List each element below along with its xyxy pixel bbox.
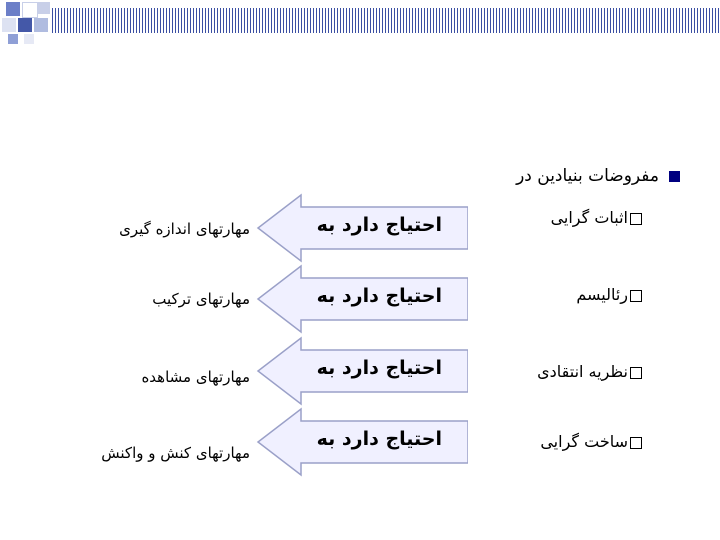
decor-square	[2, 18, 16, 32]
skill-label: مهارتهای ترکیب	[152, 290, 250, 308]
list-item	[576, 285, 642, 304]
decor-square	[22, 2, 38, 18]
list-item	[540, 432, 642, 451]
skill-label: مهارتهای کنش و واکنش	[101, 444, 250, 462]
slide-heading	[516, 166, 680, 186]
decor-square	[38, 2, 50, 14]
decor-square	[8, 34, 18, 44]
list-item-label: ساخت گرایی	[540, 432, 628, 451]
square-bullet-icon	[669, 171, 680, 182]
list-item-label: اثبات گرایی	[550, 208, 628, 227]
checkbox-icon	[630, 367, 642, 379]
decor-square	[34, 18, 48, 32]
skill-label: مهارتهای مشاهده	[141, 368, 250, 386]
arrow-label: احتیاج دارد به	[316, 357, 442, 379]
checkbox-icon	[630, 290, 642, 302]
checkbox-icon	[630, 213, 642, 225]
slide-decoration	[0, 0, 720, 40]
decor-square	[24, 34, 34, 44]
skill-label: مهارتهای اندازه گیری	[119, 220, 250, 238]
decor-square	[6, 2, 20, 16]
checkbox-icon	[630, 437, 642, 449]
list-item-label: رئالیسم	[576, 285, 628, 304]
list-item	[551, 208, 642, 227]
heading-text: مفروضات بنیادین در	[516, 166, 659, 186]
arrow-label: احتیاج دارد به	[316, 214, 442, 236]
list-item-label: نظریه انتقادی	[537, 362, 628, 381]
arrow-label: احتیاج دارد به	[316, 285, 442, 307]
striped-band	[52, 8, 720, 33]
decor-square	[18, 18, 32, 32]
list-item	[537, 362, 642, 381]
arrow-label: احتیاج دارد به	[316, 428, 442, 450]
